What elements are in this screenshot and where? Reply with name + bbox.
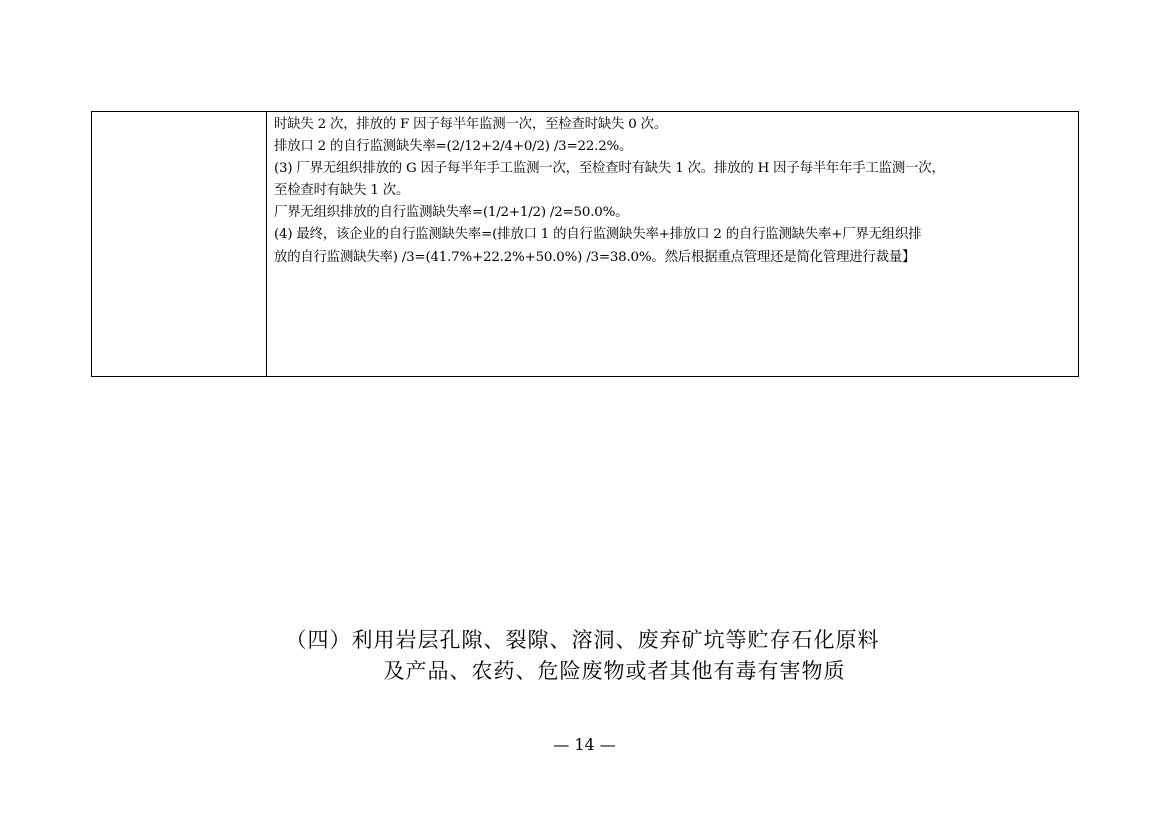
section-title-line-2	[0, 656, 1169, 686]
table-text-line: 排放口 2 的自行监测缺失率=(2/12+2/4+0/2) /3=22.2%。	[274, 139, 633, 155]
content-table	[91, 111, 1079, 377]
table-left-cell	[92, 112, 267, 376]
section-title-text-2: 及产品、农药、危险废物或者其他有毒有害物质	[383, 659, 846, 683]
table-text-line: 至检查时有缺失 1 次。	[274, 183, 410, 199]
table-text-line: 厂界无组织排放的自行监测缺失率=(1/2+1/2) /2=50.0%。	[274, 205, 629, 221]
page-number	[0, 735, 1169, 754]
table-text-line: 放的自行监测缺失率) /3=(41.7%+22.2%+50.0%) /3=38.0%。然后根据重点管理还是简化管理进行裁量】	[274, 249, 916, 265]
table-text-line: (4) 最终，该企业的自行监测缺失率=(排放口 1 的自行监测缺失率+排放口 2 的自行监测缺失率+厂界无组织排	[274, 227, 922, 243]
table-text-line: (3) 厂界无组织排放的 G 因子每半年手工监测一次，至检查时有缺失 1 次。排放的 H 因子每半年年手工监测一次，	[274, 161, 945, 177]
page-number-text: — 14 —	[553, 735, 616, 754]
table-right-cell	[267, 112, 1078, 376]
section-title-text-1: （四）利用岩层孔隙、裂隙、溶洞、废弃矿坑等贮存石化原料	[285, 628, 880, 652]
section-title-line-1	[0, 625, 1169, 655]
table-text-line: 时缺失 2 次，排放的 F 因子每半年监测一次，至检查时缺失 0 次。	[274, 117, 668, 132]
